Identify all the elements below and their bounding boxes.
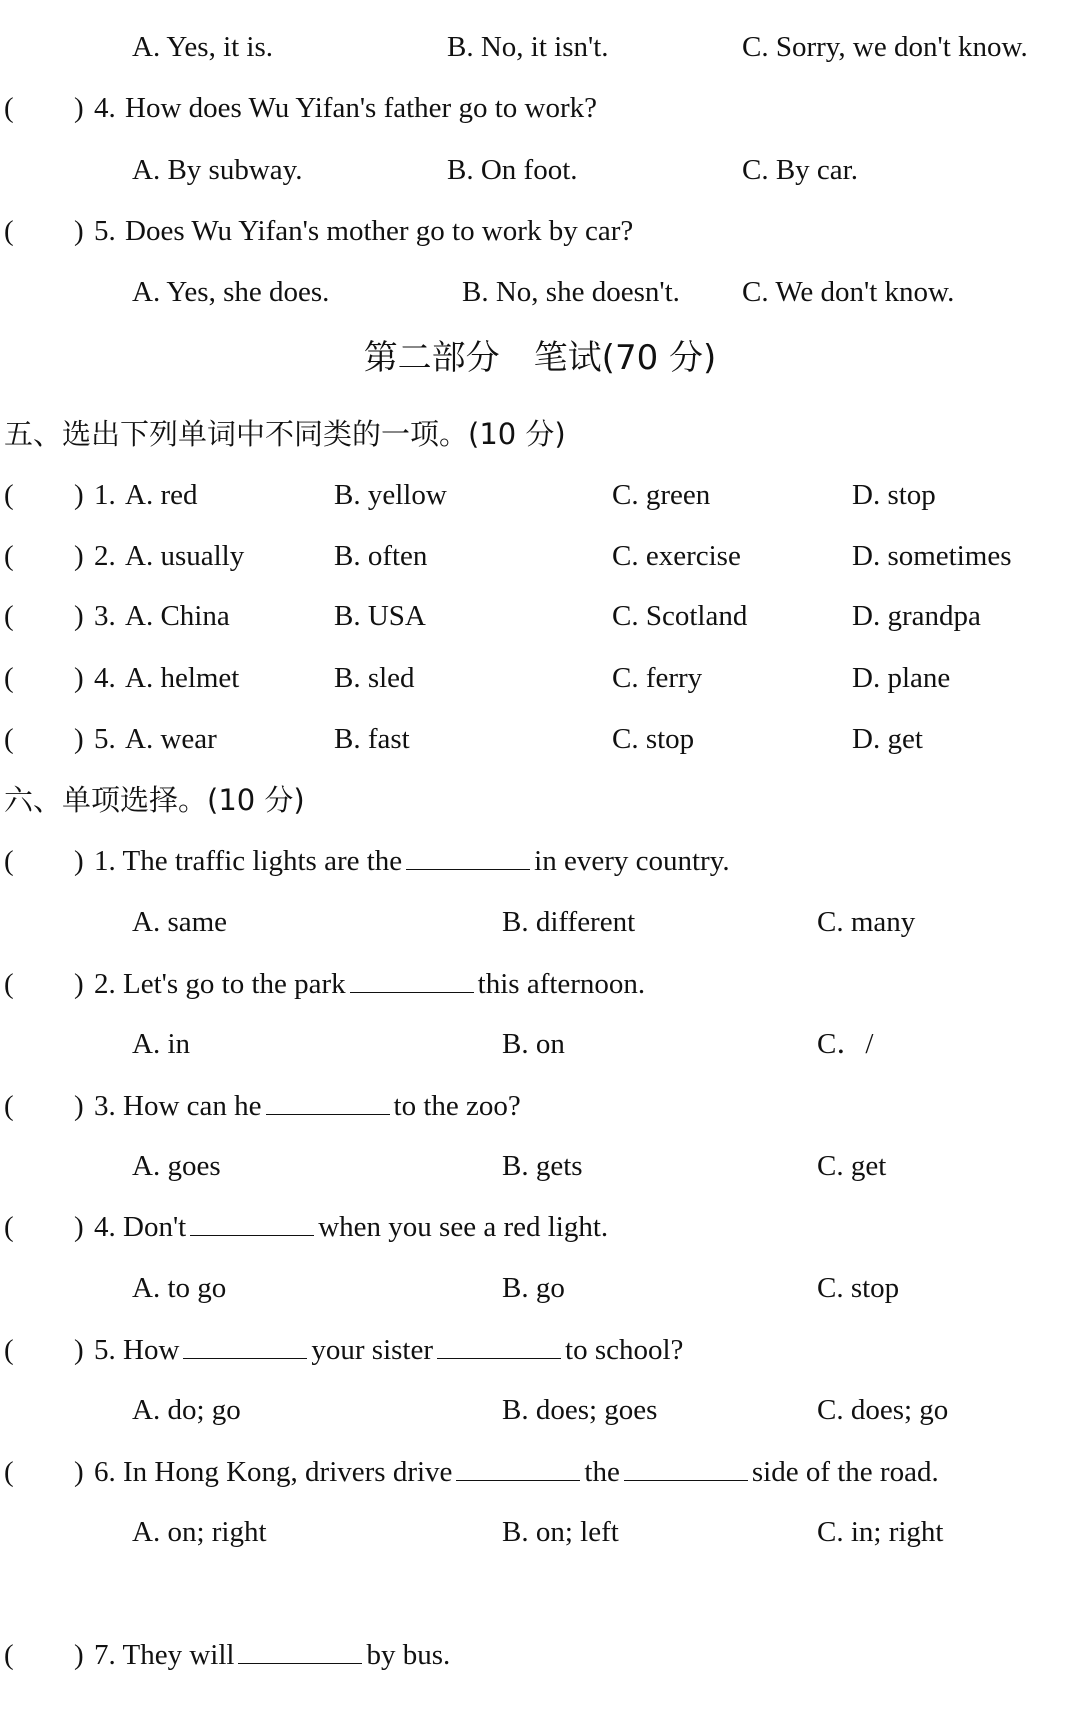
option: C. ferry xyxy=(612,662,703,694)
answer-paren-close: ) xyxy=(74,845,84,877)
answer-blank xyxy=(266,1086,390,1115)
option: A. red xyxy=(125,479,198,511)
answer-blank xyxy=(190,1207,314,1236)
question-number: 2. xyxy=(94,968,116,1000)
section-five-heading: 五、选出下列单词中不同类的一项。(10 分) xyxy=(4,417,566,451)
option: A. goes xyxy=(132,1150,221,1182)
answer-paren-open: ( xyxy=(4,215,14,247)
option: C．/ xyxy=(817,1028,874,1060)
question-text: Does Wu Yifan's mother go to work by car? xyxy=(125,215,634,247)
option: C. stop xyxy=(817,1272,900,1304)
odd-one-out-item xyxy=(0,534,1080,578)
answer-paren-close: ) xyxy=(74,1090,84,1122)
listening-q4-options xyxy=(0,148,1080,192)
answer-paren-open: ( xyxy=(4,1639,14,1671)
option: B. fast xyxy=(334,723,410,755)
part-two-title: 第二部分 笔试(70 分) xyxy=(363,338,717,378)
option: B. No, she doesn't. xyxy=(462,276,680,308)
answer-blank xyxy=(406,841,530,870)
question-text: How can he xyxy=(123,1090,262,1122)
odd-one-out-item xyxy=(0,473,1080,517)
odd-one-out-item xyxy=(0,656,1080,700)
question-number: 3. xyxy=(94,600,116,632)
option: B. No, it isn't. xyxy=(447,31,609,63)
option: C. Scotland xyxy=(612,600,748,632)
option: B. sled xyxy=(334,662,415,694)
answer-paren-close: ) xyxy=(74,1334,84,1366)
odd-one-out-item xyxy=(0,717,1080,761)
answer-blank xyxy=(238,1635,362,1664)
answer-paren-open: ( xyxy=(4,968,14,1000)
option: C. green xyxy=(612,479,711,511)
question-stem xyxy=(94,962,645,1006)
option: B. go xyxy=(502,1272,565,1304)
question-number: 4. xyxy=(94,662,116,694)
option: A. on; right xyxy=(132,1516,267,1548)
option: B. different xyxy=(502,906,636,938)
answer-blank xyxy=(456,1452,580,1481)
option: C. stop xyxy=(612,723,695,755)
question-number: 6. xyxy=(94,1456,116,1488)
question-number: 1. xyxy=(94,479,116,511)
multiple-choice-question xyxy=(0,962,1080,1006)
option: B. USA xyxy=(334,600,426,632)
question-stem xyxy=(94,1450,939,1494)
answer-paren-close: ) xyxy=(74,662,84,694)
option: C. By car. xyxy=(742,154,858,186)
option: D. sometimes xyxy=(852,540,1012,572)
question-text: Let's go to the park xyxy=(123,968,346,1000)
question-text: The traffic lights are the xyxy=(122,845,403,877)
answer-paren-open: ( xyxy=(4,662,14,694)
option: C. does; go xyxy=(817,1394,949,1426)
option: A. China xyxy=(125,600,230,632)
answer-paren-open: ( xyxy=(4,723,14,755)
question-number: 7. xyxy=(94,1639,116,1671)
option: C. Sorry, we don't know. xyxy=(742,31,1028,63)
answer-blank xyxy=(183,1330,307,1359)
option: B. yellow xyxy=(334,479,447,511)
answer-paren-close: ) xyxy=(74,479,84,511)
answer-paren-open: ( xyxy=(4,1211,14,1243)
answer-options xyxy=(0,900,1080,944)
option: D. grandpa xyxy=(852,600,981,632)
question-number: 5. xyxy=(94,1334,116,1366)
question-number: 5. xyxy=(94,723,116,755)
question-text: this afternoon. xyxy=(477,968,646,1000)
option: B. on; left xyxy=(502,1516,619,1548)
option: A. do; go xyxy=(132,1394,241,1426)
question-text: by bus. xyxy=(366,1639,451,1671)
answer-paren-open: ( xyxy=(4,479,14,511)
option: A. same xyxy=(132,906,228,938)
option: C. get xyxy=(817,1150,887,1182)
question-text: your sister xyxy=(311,1334,434,1366)
option: A. usually xyxy=(125,540,245,572)
answer-paren-close: ) xyxy=(74,540,84,572)
question-text: when you see a red light. xyxy=(318,1211,609,1243)
answer-options xyxy=(0,1144,1080,1188)
option: C. We don't know. xyxy=(742,276,955,308)
answer-paren-close: ) xyxy=(74,723,84,755)
answer-blank xyxy=(350,964,474,993)
answer-paren-open: ( xyxy=(4,600,14,632)
answer-blank xyxy=(624,1452,748,1481)
answer-options xyxy=(0,1266,1080,1310)
question-text: to school? xyxy=(565,1334,684,1366)
question-number: 4. xyxy=(94,1211,116,1243)
question-text: Don't xyxy=(123,1211,187,1243)
answer-paren-close: ) xyxy=(74,1639,84,1671)
option: A. By subway. xyxy=(132,154,303,186)
question-stem xyxy=(94,1084,521,1128)
multiple-choice-question xyxy=(0,1084,1080,1128)
listening-q4 xyxy=(0,86,1080,130)
multiple-choice-question xyxy=(0,1450,1080,1494)
option: A. Yes, it is. xyxy=(132,31,274,63)
question-number: 4. xyxy=(94,92,116,124)
answer-options xyxy=(0,1388,1080,1432)
question-text: the xyxy=(584,1456,620,1488)
option: D. get xyxy=(852,723,923,755)
answer-options xyxy=(0,1510,1080,1554)
answer-paren-close: ) xyxy=(74,92,84,124)
option: C. exercise xyxy=(612,540,741,572)
option: D. stop xyxy=(852,479,936,511)
listening-q3-options xyxy=(0,25,1080,69)
answer-blank xyxy=(437,1330,561,1359)
option: A. in xyxy=(132,1028,190,1060)
question-text: In Hong Kong, drivers drive xyxy=(123,1456,453,1488)
option: A. helmet xyxy=(125,662,240,694)
listening-q5-options xyxy=(0,270,1080,314)
question-text: to the zoo? xyxy=(393,1090,521,1122)
option: B. on xyxy=(502,1028,565,1060)
answer-paren-open: ( xyxy=(4,1090,14,1122)
answer-paren-close: ) xyxy=(74,215,84,247)
answer-paren-open: ( xyxy=(4,845,14,877)
section-six-heading: 六、单项选择。(10 分) xyxy=(4,783,305,817)
option: B. gets xyxy=(502,1150,583,1182)
answer-paren-open: ( xyxy=(4,540,14,572)
question-stem xyxy=(94,1328,683,1372)
question-number: 5. xyxy=(94,215,116,247)
multiple-choice-question xyxy=(0,1328,1080,1372)
option: A. wear xyxy=(125,723,217,755)
option: C. many xyxy=(817,906,916,938)
answer-paren-open: ( xyxy=(4,1334,14,1366)
question-number: 2. xyxy=(94,540,116,572)
question-text: How xyxy=(123,1334,180,1366)
answer-paren-close: ) xyxy=(74,600,84,632)
question-number: 3. xyxy=(94,1090,116,1122)
question-text: side of the road. xyxy=(751,1456,939,1488)
option: B. does; goes xyxy=(502,1394,658,1426)
option: D. plane xyxy=(852,662,951,694)
question-number: 1. xyxy=(94,845,116,877)
multiple-choice-question xyxy=(0,1633,1080,1677)
option: B. On foot. xyxy=(447,154,578,186)
answer-options xyxy=(0,1022,1080,1066)
question-text: They will xyxy=(122,1639,235,1671)
multiple-choice-question xyxy=(0,1205,1080,1249)
answer-paren-open: ( xyxy=(4,92,14,124)
answer-paren-open: ( xyxy=(4,1456,14,1488)
option: C. in; right xyxy=(817,1516,944,1548)
odd-one-out-item xyxy=(0,594,1080,638)
question-stem xyxy=(94,839,730,883)
answer-paren-close: ) xyxy=(74,968,84,1000)
answer-paren-close: ) xyxy=(74,1456,84,1488)
question-text: in every country. xyxy=(534,845,730,877)
multiple-choice-question xyxy=(0,839,1080,883)
option: A. to go xyxy=(132,1272,227,1304)
answer-paren-close: ) xyxy=(74,1211,84,1243)
option: A. Yes, she does. xyxy=(132,276,330,308)
question-stem xyxy=(94,1633,450,1677)
option: B. often xyxy=(334,540,428,572)
question-text: How does Wu Yifan's father go to work? xyxy=(125,92,597,124)
listening-q5 xyxy=(0,209,1080,253)
question-stem xyxy=(94,1205,608,1249)
